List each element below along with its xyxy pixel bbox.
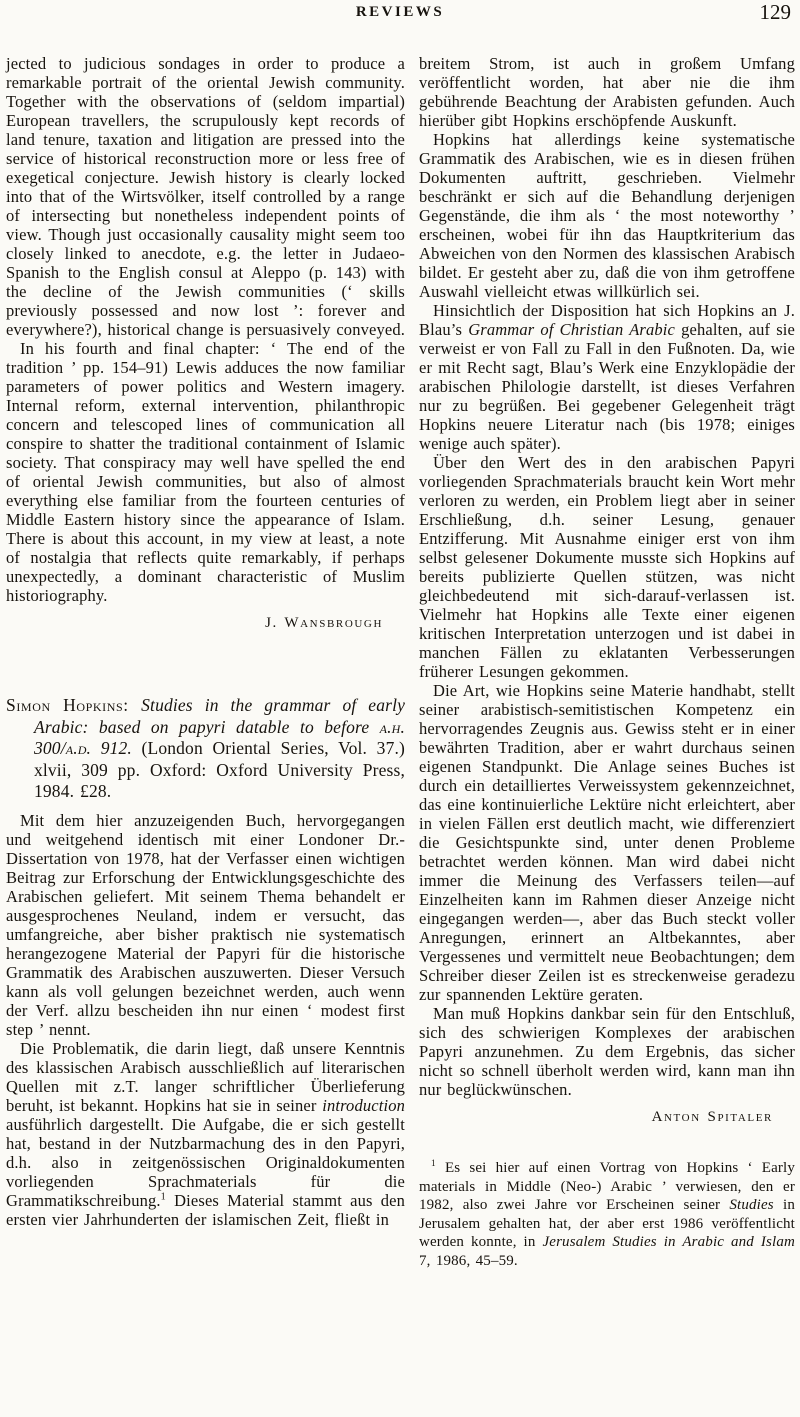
paragraph: [6, 339, 405, 605]
text-run: Über den Wert des in den arabischen Papyri vorliegenden Sprachmaterials braucht kein Wort mehr verloren zu werden, ein Problem liegt aber in seiner Erschließung, d.h. seiner Lesung, genauer Entzifferung. Mit Ausnahme einiger erst von ihm selbst gelesener Dokumente musste sich Hopkins auf bereits publizierte Quellen stützen, was nicht gleichbedeutend mit sich-darauf-verlassen ist. Vielmehr hat Hopkins alle Texte einer eigenen kritischen Interpretation unterzogen und ist dabei in manchen Fällen zu eklatanten Verbesserungen früherer Lesungen gekommen.: [419, 453, 795, 681]
text-run: (London Oriental Series, Vol. 37.) xlvii, 309 pp. Oxford: Oxford University Press, 1984. £28.: [34, 738, 405, 801]
text-run: Mit dem hier anzuzeigenden Buch, hervorgegangen und weitgehend identisch mit einer Londoner Dr.-Dissertation von 1978, hat der Verfasser einen wichtigen Beitrag zur Erforschung der Entwicklungsgeschichte des Arabischen geliefert. Mit seinem Thema behandelt er ausgesprochenes Neuland, indem er versucht, das umfangreiche, aber bisher praktisch nie systematisch herangezogene Material der Papyri für die historische Grammatik des Arabischen auszuwerten. Dieser Versuch kann als voll gelungen bezeichnet werden, auch wenn der Verf. allzu bescheiden ihn nur einen ‘ modest first step ’ nennt.: [6, 810, 405, 1039]
paragraph: [419, 301, 795, 453]
vertical-gap: [419, 1127, 795, 1159]
text-run: introduction: [322, 1095, 405, 1115]
paragraph: [6, 1039, 405, 1229]
text-run: 300/: [34, 738, 66, 758]
text-run: 7, 1986, 45–59.: [419, 1252, 518, 1269]
text-run: ausführlich dargestellt. Die Aufgabe, die er sich gestellt hat, bestand in der Nutzbarmachung des in den Papyri, d.h. also in zeitgenössischen Originaldokumenten vorliegenden Sprachmaterials für die Grammatikschreibung.: [6, 1114, 405, 1210]
paragraph: [419, 54, 795, 130]
paragraph: [419, 1004, 795, 1099]
text-run: 1: [431, 1159, 436, 1169]
heading: [6, 695, 405, 803]
text-run: Studies: [729, 1197, 774, 1213]
text-run: Studies in the grammar of early Arabic: based on papyri datable to before: [34, 695, 405, 737]
text-run: 912.: [91, 738, 132, 758]
signature: [419, 1108, 795, 1127]
text-run: Es sei hier auf einen Vortrag von Hopkins ‘ Early materials in Middle (Neo-) Arabic ’ verwiesen, den er 1982, also zwei Jahre vor Erscheinen seiner: [419, 1160, 795, 1213]
text-run: gehalten, auf sie verweist er von Fall zu Fall in den Fußnoten. Da, wie er mit Recht sagt, Blau’s Werk eine Enzyklopädie der arabischen Philologie darstellt, ist dieses Verfahren nur zu begrüßen. Bei gegebener Gelegenheit trägt Hopkins neuere Literatur nach (bis 1978; einiges wenige auch später).: [419, 320, 796, 453]
paragraph: [419, 453, 795, 681]
page-number: 129: [759, 0, 791, 24]
two-column-body: [0, 54, 800, 1270]
text-run: Die Art, wie Hopkins seine Materie handhabt, stellt seiner arabistisch-semitistischen Kompetenz ein hervorragendes Zeugnis aus. Gewiss steht er in einer bewährten Tradition, aber er wahrt durchaus seinen eigenen Standpunkt. Die Anlage seines Buches ist durch ein detailliertes Verweissystem gekennzeichnet, das eine kontinuierliche Lektüre nicht erleichtert, aber in vielen Fällen erst deutlich macht, wie differenziert die Gesichtspunkte sind, unter denen Probleme betrachtet werden können. Man wird dabei nicht immer die Meinung des Verfassers teilen—auf Einzelheiten kann im Rahmen dieser Anzeige nicht eingegangen werden—, aber das Buch steckt voller Anregungen, erinnert an Altbekanntes, aber Vergessenes und vermittelt neue Beobachtungen; dem Schreiber dieser Zeilen ist es streckenweise geradezu zur spannenden Lektüre geraten.: [419, 681, 795, 1004]
text-run: breitem Strom, ist auch in großem Umfang veröffentlicht worden, hat aber nie die ihm gebührende Beachtung der Arabisten gefunden. Auch hierüber gibt Hopkins erschöpfende Auskunft.: [419, 54, 795, 130]
left-column: [6, 54, 405, 1229]
text-run: a.d.: [65, 738, 92, 758]
text-run: Man muß Hopkins dankbar sein für den Entschluß, sich des schwierigen Komplexes der arabischen Papyri anzunehmen. Zu dem Ergebnis, das sicher nicht so schnell überholt werden wird, kann man ihn nur beglückwünschen.: [419, 1004, 795, 1099]
text-run: Grammar of Christian Arabic: [468, 320, 676, 339]
text-run: in Jerusalem gehalten hat, der aber erst 1986 veröffentlicht werden konnte, in: [419, 1197, 795, 1250]
footnote: [419, 1159, 795, 1270]
text-run: Anton Spitaler: [651, 1109, 773, 1125]
text-run: jected to judicious sondages in order to produce a remarkable portrait of the oriental Jewish community. Together with the observations of (seldom impartial) European travellers, the scrupulously kept records of land tenure, taxation and litigation are pressed into the service of historical reconstruction more or less free of exegetical conjecture. Jewish history is clearly locked into that of the Wirtsvölker, itself controlled by a range of intersecting but nonetheless independent points of view. Though just occasionally causality might seem too closely linked to anecdote, e.g. the letter in Judaeo-Spanish to the English consul at Aleppo (p. 143) with the decline of the Jewish communities (‘ skills previously possessed and now lost ’: forever and everywhere?), historical change is persuasively conveyed.: [6, 54, 406, 339]
text-run: Dieses Material stammt aus den ersten vier Jahrhunderten der islamischen Zeit, fließt in: [6, 1190, 405, 1229]
signature: [6, 614, 405, 633]
page-header: [0, 0, 800, 54]
text-run: Hinsichtlich der Disposition hat sich Hopkins an J. Blau’s: [419, 301, 795, 339]
right-column: [419, 54, 795, 1270]
text-run: 1: [160, 1191, 166, 1202]
vertical-gap: [6, 633, 405, 695]
text-run: Simon Hopkins:: [6, 695, 142, 715]
running-title: REVIEWS: [355, 4, 445, 20]
text-run: Die Problematik, die darin liegt, daß unsere Kenntnis des klassischen Arabisch ausschließlich auf literarischen Quellen mit z.T. langer schriftlicher Überlieferung beruht, ist bekannt. Hopkins hat sie in seiner: [6, 1038, 405, 1115]
paragraph: [6, 54, 405, 339]
text-run: a.h.: [379, 716, 405, 737]
paragraph: [6, 811, 405, 1039]
paragraph: [419, 681, 795, 1004]
text-run: Jerusalem Studies in Arabic and Islam: [542, 1234, 795, 1250]
text-run: In his fourth and final chapter: ‘ The end of the tradition ’ pp. 154–91) Lewis adduces the now familiar parameters of power politics and Western imagery. Internal reform, external intervention, philanthropic concern and telescoped lines of communication all conspire to shatter the traditional containment of Islamic society. That conspiracy may well have spelled the end of oriental Jewish communities, but also of almost everything else familiar from the fourteen centuries of Middle Eastern history since the appearance of Islam. There is about this account, in my view at least, a note of nostalgia that reflects quite remarkably, if perhaps unexpectedly, a dominant characteristic of Muslim historiography.: [6, 339, 405, 605]
text-run: J. Wansbrough: [265, 615, 383, 631]
text-run: Hopkins hat allerdings keine systematische Grammatik des Arabischen, wie es in diesen frühen Dokumenten auftritt, geschrieben. Vielmehr beschränkt er sich auf die Behandlung derjenigen Gegenstände, die ihm als ‘ the most noteworthy ’ erscheinen, wobei für ihn das Hauptkriterium das Abweichen von den Normen des klassischen Arabisch bildet. Er gesteht aber zu, daß die von ihm getroffene Auswahl vielleicht etwas willkürlich sei.: [419, 130, 795, 301]
paragraph: [419, 130, 795, 301]
